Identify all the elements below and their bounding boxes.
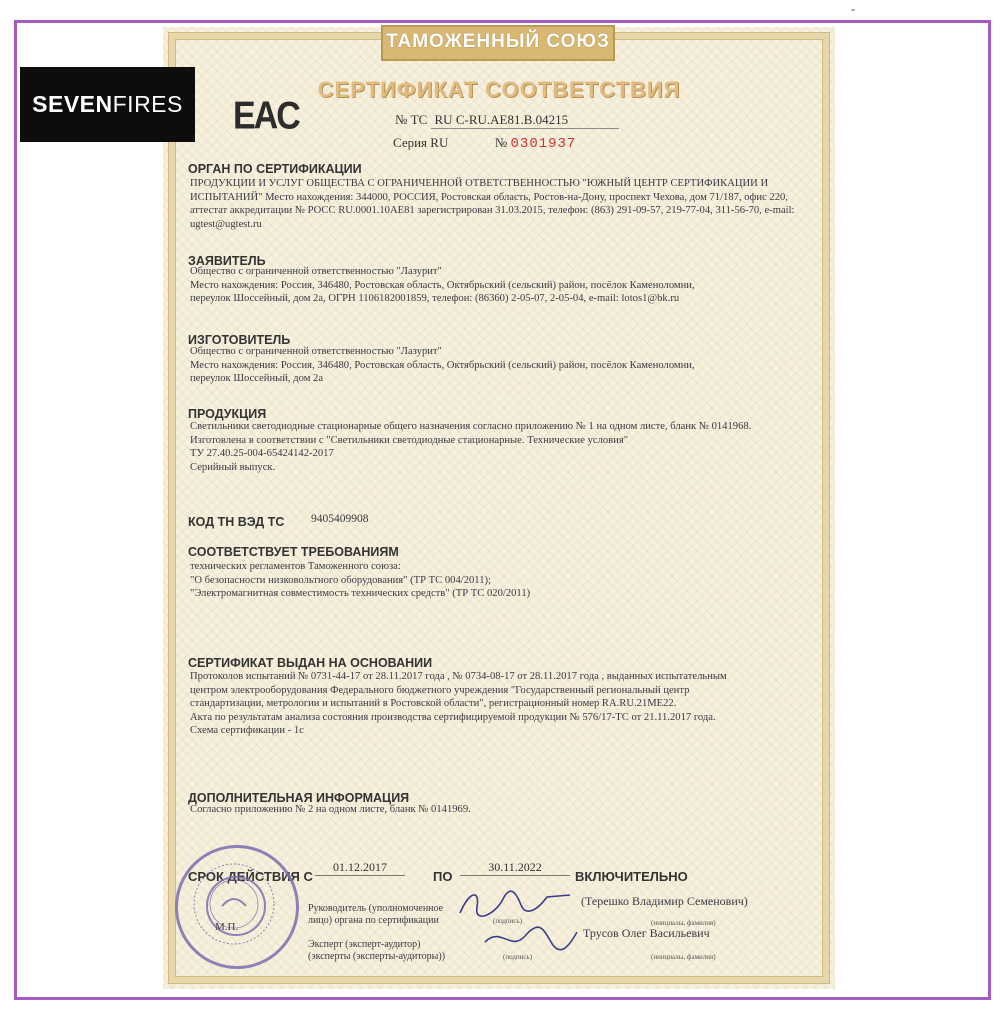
valid-to-line	[460, 860, 570, 876]
basis-heading: СЕРТИФИКАТ ВЫДАН НА ОСНОВАНИИ	[188, 656, 433, 670]
logo-bold-text: SEVEN	[32, 91, 113, 117]
series-label: Серия RU	[393, 135, 449, 150]
expert-sign-caption: (подпись)	[503, 953, 533, 961]
additional-info-heading: ДОПОЛНИТЕЛЬНАЯ ИНФОРМАЦИЯ	[188, 791, 410, 805]
logo-light-text: FIRES	[112, 91, 183, 117]
valid-from-date: 01.12.2017	[315, 860, 405, 876]
sevenfires-logo	[20, 67, 195, 142]
tnved-code-value: 9405409908	[311, 513, 369, 525]
series-no-label: №	[494, 135, 508, 150]
certificate-page	[163, 27, 835, 989]
customs-union-banner: ТАМОЖЕННЫЙ СОЮЗ	[381, 25, 615, 61]
tc-number: RU C-RU.AE81.B.04215	[431, 112, 619, 129]
expert-name: Трусов Олег Васильевич	[583, 926, 710, 940]
head-name: (Терешко Владимир Семенович)	[581, 894, 748, 908]
product-heading: ПРОДУКЦИЯ	[188, 407, 267, 421]
valid-from-line	[315, 860, 405, 876]
certification-body-text: ПРОДУКЦИИ И УСЛУГ ОБЩЕСТВА С ОГРАНИЧЕННОЙ ОТВЕТСТВЕННОСТЬЮ "ЮЖНЫЙ ЦЕНТР СЕРТИФИКАЦИИ И ИСПЫТАНИЙ" Место нахождения: 344000, РОССИЯ, Ростовская область, Ростов-на-Дону, проспект Чехова, дом 71/187, офис 220, аттестат аккредитации № РОСС RU.0001.10АЕ81 зарегистрирован 31.03.2015, телефон: (863) 291-09-57, 219-77-04, 311-56-70, e-mail: ugtest@ugtest.ru	[190, 178, 795, 230]
expert-initials-caption: (инициалы, фамилия)	[651, 953, 716, 961]
valid-to-date: 30.11.2022	[460, 860, 570, 876]
basis-text: Протоколов испытаний № 0731-44-17 от 28.11.2017 года , № 0734-08-17 от 28.11.2017 года , выданных испытательным центром электрооборудования Федерального бюджетного учреждения "Государственный региональный центр стандартизации, метрологии и испытаний в Ростовской области", регистрационный номер RA.RU.21МЕ22. Акта по результатам анализа состояния производства сертифицируемой продукции № 576/17-ТС от 21.11.2017 года. Схема сертификации - 1с	[190, 671, 727, 736]
additional-info-text: Согласно приложению № 2 на одном листе, бланк № 0141969.	[190, 804, 471, 815]
certification-body-heading: ОРГАН ПО СЕРТИФИКАЦИИ	[188, 162, 362, 176]
expert-label: Эксперт (эксперт-аудитор) (эксперты (эксперты-аудиторы))	[308, 939, 446, 962]
seal-place-label: М.П.	[215, 921, 239, 933]
validity-label: СРОК ДЕЙСТВИЯ С	[188, 869, 313, 884]
applicant-heading: ЗАЯВИТЕЛЬ	[188, 254, 266, 268]
product-text: Светильники светодиодные стационарные общего назначения согласно приложению № 1 на одном листе, бланк № 0141968. Изготовлена в соответствии с "Светильники светодиодные стационарные. Технические условия" ТУ 27.40.25-004-65424142-2017 Серийный выпуск.	[190, 421, 752, 473]
requirements-heading: СООТВЕТСТВУЕТ ТРЕБОВАНИЯМ	[188, 545, 399, 559]
inclusive-label: ВКЛЮЧИТЕЛЬНО	[575, 869, 688, 884]
tc-number-line	[395, 112, 619, 129]
series-number: 0301937	[510, 136, 577, 152]
head-sign-caption: (подпись)	[493, 917, 523, 925]
eac-mark: EAC	[233, 94, 299, 138]
tnved-code-heading: КОД ТН ВЭД ТС	[188, 515, 285, 529]
manufacturer-text: Общество с ограниченной ответственностью "Лазурит" Место нахождения: Россия, 346480, Ростовская область, Октябрьский (сельский) район, посёлок Каменоломни, переулок Шоссейный, дом 2а	[190, 346, 695, 384]
manufacturer-heading: ИЗГОТОВИТЕЛЬ	[188, 333, 291, 347]
tc-label: № ТС	[395, 112, 428, 127]
certification-seal	[175, 845, 299, 969]
seal-ring-lines	[184, 854, 284, 954]
certificate-title: СЕРТИФИКАТ СООТВЕТСТВИЯ	[317, 77, 681, 102]
requirements-text: технических регламентов Таможенного союза: "О безопасности низковольтного оборудования" (ТР ТС 004/2011); "Электромагнитная совместимость технических средств" (ТР ТС 020/2011)	[190, 561, 531, 599]
head-of-body-label: Руководитель (уполномоченное лицо) органа по сертификации	[308, 903, 444, 926]
to-label: ПО	[433, 869, 453, 884]
series-line	[393, 135, 576, 152]
top-mark: -	[851, 2, 855, 16]
head-initials-caption: (инициалы, фамилия)	[651, 919, 716, 927]
applicant-text: Общество с ограниченной ответственностью "Лазурит" Место нахождения: Россия, 346480, Ростовская область, Октябрьский (сельский) район, посёлок Каменоломни, переулок Шоссейный, дом 2а, ОГРН 1106182001859, телефон: (86360) 2-05-07, 2-05-04, e-mail: lotos1@bk.ru	[190, 266, 695, 304]
